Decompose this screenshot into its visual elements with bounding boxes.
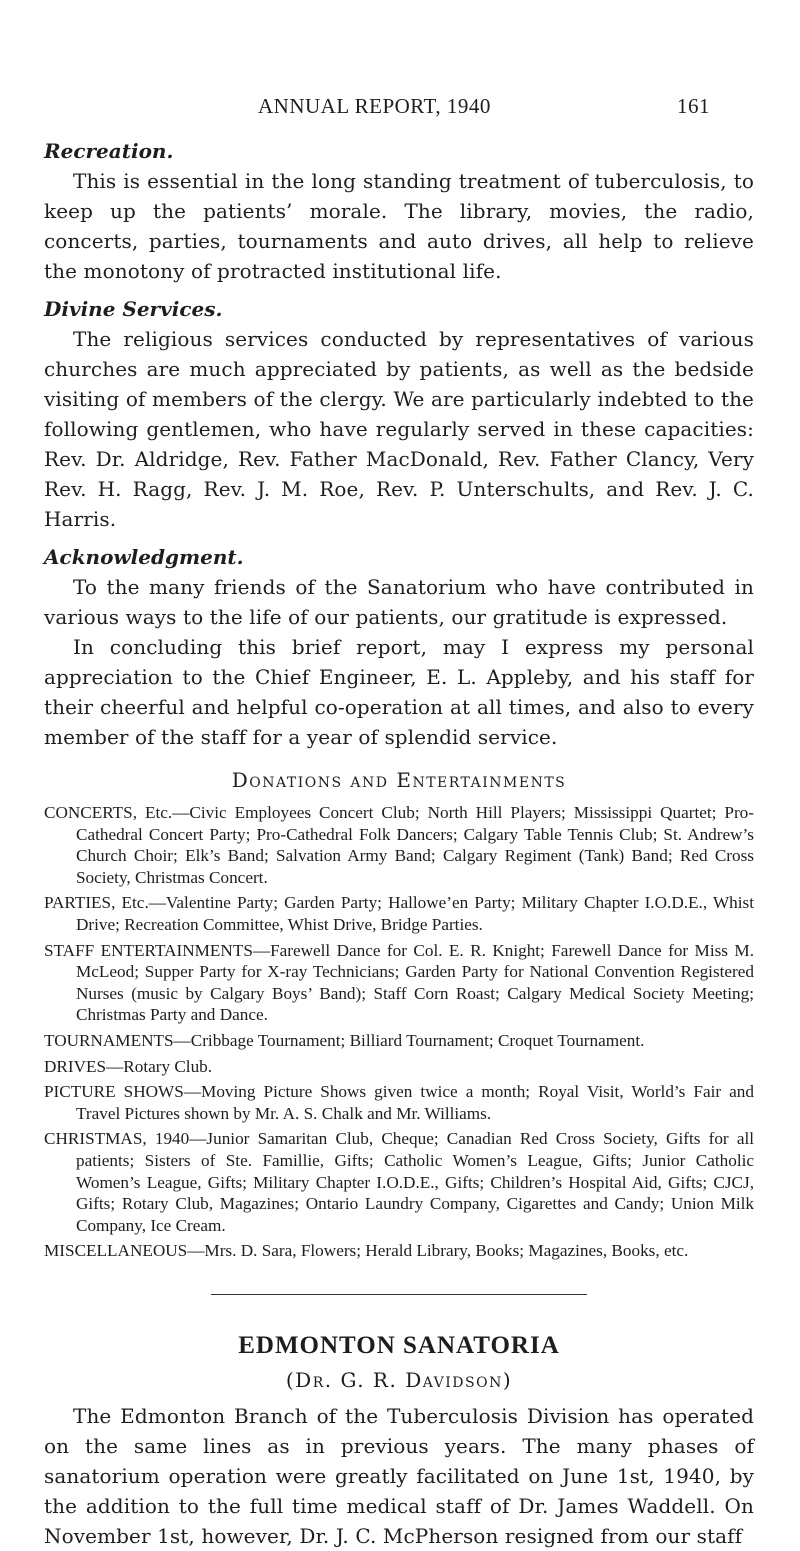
donation-item-concerts: CONCERTS, Etc.—Civic Employees Concert Club; North Hill Players; Mississippi Quartet; Pro-Cathedral Concert Party; Pro-Cathedral Folk Dancers; Calgary Table Tennis Club; St. Andrew’s Church Choir; Elk’s Band; Salvation Army Band; Calgary Regiment (Tank) Band; Red Cross Society, Christmas Concert.: [44, 803, 754, 887]
donations-list: [44, 802, 754, 1262]
acknowledgment-paragraph: To the many friends of the Sanatorium who have contributed in various ways to the life of our patients, our gratitude is expressed.: [44, 575, 754, 629]
edmonton-sanatoria-title: EDMONTON SANATORIA: [238, 1331, 560, 1359]
recreation-heading: Recreation.: [44, 139, 174, 163]
donation-item-tournaments: TOURNAMENTS—Cribbage Tournament; Billiard Tournament; Croquet Tournament.: [44, 1030, 645, 1050]
divine-services-paragraph: The religious services conducted by representatives of various churches are much appreciated by patients, as well as the bedside visiting of members of the clergy. We are particularly indebted to the following gentlemen, who have regularly served in these capacities: Rev. Dr. Aldridge, Rev. Father MacDonald, Rev. Father Clancy, Very Rev. H. Ragg, Rev. J. M. Roe, Rev. P. Unterschults, and Rev. J. C. Harris.: [44, 327, 754, 531]
edmonton-sanatoria-subtitle: (Dr. G. R. Davidson): [285, 1367, 513, 1392]
divine-services-heading: Divine Services.: [44, 297, 223, 321]
concluding-paragraph: In concluding this brief report, may I express my personal appreciation to the Chief Engineer, E. L. Appleby, and his staff for their cheerful and helpful co-operation at all times, and also to every member of the staff for a year of splendid service.: [44, 635, 754, 749]
edmonton-paragraph: The Edmonton Branch of the Tuberculosis Division has operated on the same lines as in previous years. The many phases of sanatorium operation were greatly facilitated on June 1st, 1940, by the addition to the full time medical staff of Dr. James Waddell. On November 1st, however, Dr. J. C. McPherson resigned from our staff: [44, 1403, 754, 1548]
donation-item-parties: PARTIES, Etc.—Valentine Party; Garden Party; Hallowe’en Party; Military Chapter I.O.D.E., Whist Drive; Recreation Committee, Whist Drive, Bridge Parties.: [44, 893, 754, 934]
donation-item-picture-shows: PICTURE SHOWS—Moving Picture Shows given twice a month; Royal Visit, World’s Fair and Travel Pictures shown by Mr. A. S. Chalk and Mr. Williams.: [44, 1082, 754, 1123]
body-text: [44, 136, 754, 1551]
donation-item-christmas: CHRISTMAS, 1940—Junior Samaritan Club, Cheque; Canadian Red Cross Society, Gifts for all patients; Sisters of Ste. Famillie, Gifts; Catholic Women’s League, Gifts; Junior Catholic Women’s League, Gifts; Military Chapter I.O.D.E., Gifts; Children’s Hospital Aid, Gifts; CJCJ, Gifts; Rotary Club, Magazines; Ontario Laundry Company, Cigarettes and Candy; Union Milk Company, Ice Cream.: [44, 1129, 754, 1235]
donation-item-miscellaneous: MISCELLANEOUS—Mrs. D. Sara, Flowers; Herald Library, Books; Magazines, Books, etc.: [44, 1241, 689, 1261]
running-head: [0, 94, 800, 120]
donations-title: Donations and Entertainments: [231, 768, 567, 792]
section-divider: [211, 1294, 587, 1295]
recreation-paragraph: This is essential in the long standing treatment of tuberculosis, to keep up the patients’ morale. The library, movies, the radio, concerts, parties, tournaments and auto drives, all help to relieve the monotony of protracted institutional life.: [44, 169, 754, 283]
running-title: ANNUAL REPORT, 1940: [258, 94, 491, 118]
acknowledgment-heading: Acknowledgment.: [44, 545, 244, 569]
page-number: 161: [677, 94, 710, 118]
donation-item-drives: DRIVES—Rotary Club.: [44, 1056, 213, 1076]
donation-item-staff-entertainments: STAFF ENTERTAINMENTS—Farewell Dance for Col. E. R. Knight; Farewell Dance for Miss M. McLeod; Supper Party for X-ray Technicians; Garden Party for National Convention Registered Nurses (music by Calgary Boys’ Band); Staff Corn Roast; Calgary Medical Society Meeting; Christmas Party and Dance.: [44, 940, 754, 1025]
